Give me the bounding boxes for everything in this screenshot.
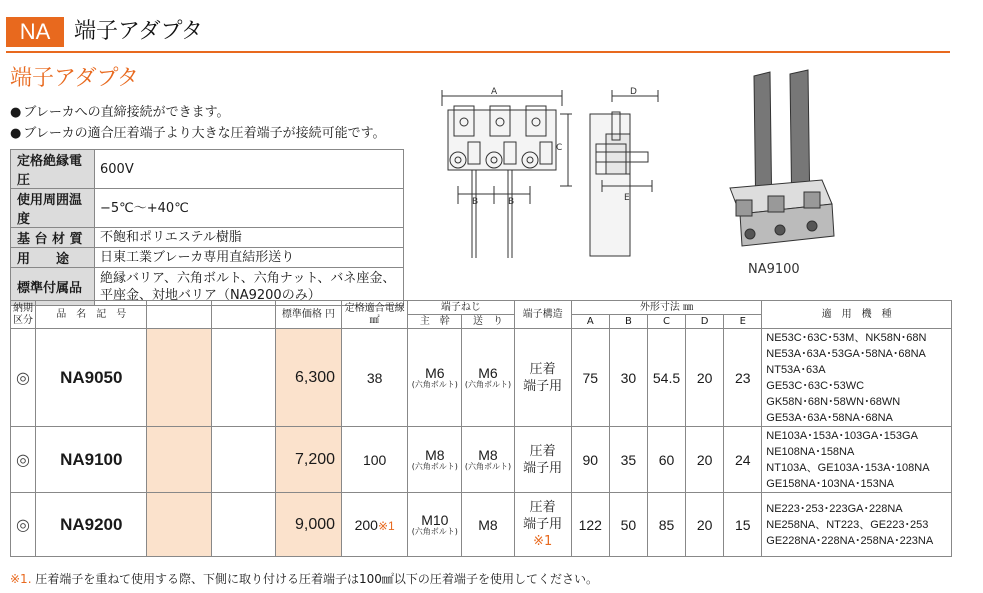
feature-item: ● ブレーカへの直締接続ができます。 [10, 102, 386, 123]
header-dim-a: A [571, 315, 609, 329]
screw-main-size: M8 [425, 446, 445, 463]
wire-cell [342, 493, 408, 557]
page-title: 端子アダプタ [74, 19, 203, 44]
header-dim-c: C [647, 315, 685, 329]
apply-line: NE223･253･223GA･228NA [766, 502, 903, 515]
dim-a-cell: 122 [571, 493, 609, 557]
price-cell: 9,000 [275, 493, 341, 557]
dim-c-cell: 54.5 [647, 329, 685, 427]
screw-main-type: (六角ボルト) [411, 526, 458, 536]
spec-label: 用 途 [11, 248, 95, 268]
dim-label-b2: B [508, 197, 515, 207]
blank-cell [147, 329, 211, 427]
dim-label-b: B [472, 197, 479, 207]
product-table [10, 300, 952, 557]
table-row [11, 493, 952, 557]
dim-d-cell: 20 [686, 493, 724, 557]
model-code: NA9100 [36, 427, 147, 493]
screw-main-cell [408, 329, 462, 427]
spec-label: 定格絶縁電圧 [11, 150, 95, 189]
structure-cell [514, 329, 571, 427]
dim-a-cell: 90 [571, 427, 609, 493]
apply-cell [762, 329, 952, 427]
header-dim-d: D [686, 315, 724, 329]
header-order: 納期区分 [11, 301, 36, 329]
blank-cell [211, 329, 275, 427]
apply-cell [762, 493, 952, 557]
structure-cell [514, 427, 571, 493]
structure-line-1: 圧着 [529, 443, 556, 459]
blank-cell [147, 427, 211, 493]
header-model: 品 名 記 号 [36, 301, 147, 329]
header-screw-feed: 送 り [462, 315, 514, 329]
wire-cell [342, 427, 408, 493]
table-row [11, 329, 952, 427]
dim-b-cell: 30 [609, 329, 647, 427]
screw-feed-size: M6 [478, 364, 498, 381]
spec-label: 使用周囲温度 [11, 189, 95, 228]
dim-label-c: C [556, 143, 563, 153]
apply-cell [762, 427, 952, 493]
structure-cell [514, 493, 571, 557]
side-view-diagram [582, 86, 672, 266]
structure-line-2: 端子用 [523, 378, 563, 394]
blank-cell [211, 493, 275, 557]
screw-feed-type: (六角ボルト) [464, 461, 512, 471]
header-structure: 端子構造 [514, 301, 571, 329]
dim-d-cell: 20 [686, 427, 724, 493]
structure-note: ※1 [533, 534, 553, 549]
apply-line: GE158NA･103NA･153NA [766, 477, 895, 490]
wire-value: 38 [366, 369, 383, 386]
price-cell: 7,200 [275, 427, 341, 493]
apply-line: GE228NA･228NA･258NA･223NA [766, 534, 934, 547]
header-blank-2 [211, 301, 275, 329]
header-rule [6, 51, 950, 53]
apply-line: NE53C･63C･53M、NK58N･68N [766, 331, 927, 344]
spec-value: 日東工業ブレーカ専用直結形送り [95, 248, 404, 268]
order-mark: ◎ [11, 329, 36, 427]
dim-e-cell: 23 [724, 329, 762, 427]
spec-value: 600V [95, 150, 404, 189]
spec-value: −5℃〜+40℃ [95, 189, 404, 228]
apply-line: NE258NA、NT223、GE223･253 [766, 518, 929, 531]
dim-e-cell: 15 [724, 493, 762, 557]
price-cell: 6,300 [275, 329, 341, 427]
header-dim-b: B [609, 315, 647, 329]
wire-value: 200 [354, 516, 378, 533]
page-header [6, 17, 950, 57]
structure-line-2: 端子用 [523, 460, 563, 476]
header-price: 標準価格 円 [275, 301, 341, 329]
dim-c-cell: 60 [647, 427, 685, 493]
screw-main-size: M6 [425, 364, 445, 381]
front-view-diagram [436, 86, 576, 266]
apply-line: NE103A･153A･103GA･153GA [766, 429, 918, 442]
header-dim-e: E [724, 315, 762, 329]
feature-item: ● ブレーカの適合圧着端子より大きな圧着端子が接続可能です。 [10, 123, 386, 144]
feature-list [10, 102, 386, 144]
footnote-mark: ※1. [10, 572, 32, 586]
screw-main-cell [408, 427, 462, 493]
apply-line: NT103A、GE103A･153A･108NA [766, 461, 930, 474]
dim-a-cell: 75 [571, 329, 609, 427]
screw-feed-cell [462, 427, 514, 493]
dim-c-cell: 85 [647, 493, 685, 557]
screw-feed-size: M8 [478, 516, 498, 533]
footnote [10, 570, 598, 587]
header-blank-1 [147, 301, 211, 329]
footnote-text: 圧着端子を重ねて使用する際、下側に取り付ける圧着端子は100㎟以下の圧着端子を使用してください。 [31, 572, 598, 586]
dim-label-d: D [630, 87, 637, 97]
screw-main-type: (六角ボルト) [411, 379, 458, 389]
product-photo [712, 68, 842, 258]
screw-main-cell [408, 493, 462, 557]
blank-cell [211, 427, 275, 493]
structure-line-1: 圧着 [529, 500, 556, 515]
dim-e-cell: 24 [724, 427, 762, 493]
apply-line: NT53A･63A [766, 363, 826, 376]
model-code: NA9200 [36, 493, 147, 557]
dim-d-cell: 20 [686, 329, 724, 427]
dim-b-cell: 35 [609, 427, 647, 493]
order-mark: ◎ [11, 493, 36, 557]
wire-cell [342, 329, 408, 427]
apply-line: GK58N･68N･58WN･68WN [766, 395, 901, 408]
dim-label-a: A [491, 87, 498, 97]
screw-main-size: M10 [421, 511, 449, 528]
structure-line-2: 端子用 [523, 517, 563, 532]
photo-caption: NA9100 [748, 262, 800, 277]
apply-line: GE53A･63A･58NA･68NA [766, 411, 893, 424]
blank-cell [147, 493, 211, 557]
order-mark: ◎ [11, 427, 36, 493]
model-code: NA9050 [36, 329, 147, 427]
header-dims: 外形寸法 ㎜ [571, 301, 762, 315]
apply-line: NE53A･63A･53GA･58NA･68NA [766, 347, 926, 360]
dim-label-e: E [624, 193, 630, 203]
screw-feed-type: (六角ボルト) [464, 379, 512, 389]
spec-value: 絶縁バリア、六角ボルト、六角ナット、バネ座金、平座金、対地バリア（NA9200のみ） [95, 268, 404, 306]
spec-table [10, 149, 404, 306]
screw-main-type: (六角ボルト) [411, 461, 458, 471]
spec-label: 標準付属品 [11, 268, 95, 306]
table-row [11, 427, 952, 493]
dim-b-cell: 50 [609, 493, 647, 557]
wire-note: ※1 [377, 518, 395, 533]
apply-line: NE108NA･158NA [766, 445, 855, 458]
wire-value: 100 [362, 451, 387, 468]
category-badge: NA [6, 17, 64, 47]
header-apply: 適 用 機 種 [762, 301, 952, 329]
screw-feed-cell [462, 493, 514, 557]
header-screw-main: 主 幹 [408, 315, 462, 329]
section-title: 端子アダプタ [10, 66, 139, 91]
screw-feed-size: M8 [478, 446, 498, 463]
structure-line-1: 圧着 [529, 361, 556, 377]
apply-line: GE53C･63C･53WC [766, 379, 865, 392]
screw-feed-cell [462, 329, 514, 427]
header-screw: 端子ねじ [408, 301, 514, 315]
spec-value: 不飽和ポリエステル樹脂 [95, 228, 404, 248]
spec-label: 基 台 材 質 [11, 228, 95, 248]
header-wire: 定格適合電線 ㎟ [342, 301, 408, 329]
